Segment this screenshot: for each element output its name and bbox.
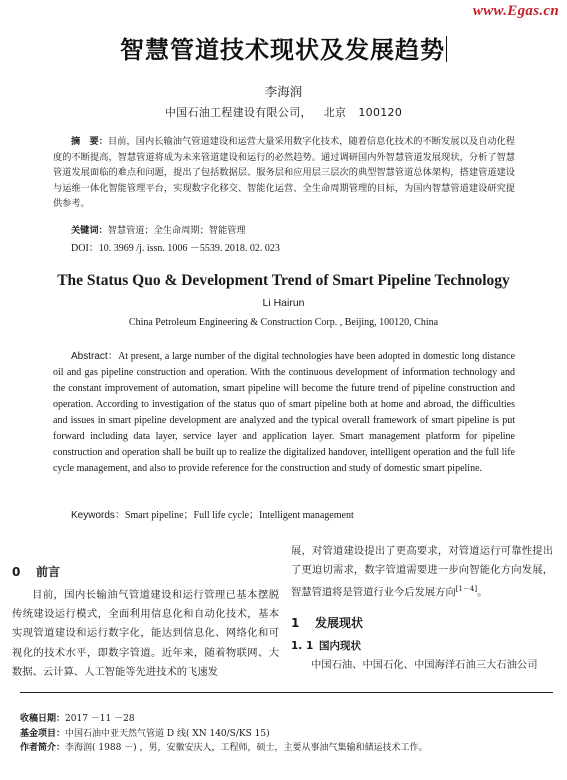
intro-paragraph-continued: 展，对管道建设提出了更高要求，对管道运行可靠性提出了更迫切需求，数字管道需要进一步向智能化方向发展，智慧管道将是管道行业今后发展方向[1－4]。 — [291, 545, 553, 599]
footnote-divider — [20, 692, 553, 693]
english-abstract-text: At present, a large number of the digital technologies have been adopted in domestic long distance oil and gas pipeline construction and operation. With the continuous development of information technology and the constant improvement of automation, smart pipeline will become the future trend of pipeline construction and operation. According to investigation of the status quo of smart pipeline both at home and abroad, the difficulties and issues in smart pipeline development are analyzed and the typical overall framework of smart pipeline is put forward including data layer, service layer and application layer. Smart management platform for pipeline construction and operation shall be built up to realize the digitalized handover, intelligent operation and the full life cycle management, and also to provide reference for the construction and study of domestic smart pipeline. — [53, 351, 516, 474]
chinese-author: 李海润 — [264, 84, 303, 99]
affiliation-postcode: 100120 — [358, 106, 403, 119]
section-heading-1: 1 发展现状 — [291, 616, 364, 631]
citation-ref: [1－4] — [455, 585, 478, 594]
watermark: www.Egas.cn — [472, 3, 559, 19]
english-title: The Status Quo & Development Trend of Smart Pipeline Technology — [57, 272, 510, 289]
domestic-paragraph: 中国石油、中国石化、中国海洋石油三大石油公司 — [311, 659, 538, 672]
body-column-left — [12, 562, 279, 682]
footnotes — [20, 712, 553, 756]
section-heading-0: 0 前言 — [12, 565, 61, 579]
chinese-title — [0, 30, 567, 65]
chinese-keywords-label: 关键词： — [71, 225, 108, 236]
chinese-affiliation — [0, 104, 567, 120]
affiliation-city: 北京 — [323, 106, 347, 119]
english-keywords-label: Keywords： — [71, 510, 125, 521]
affiliation-org: 中国石油工程建设有限公司， — [164, 106, 312, 119]
body-column-right — [291, 542, 553, 675]
received-date: 收稿日期：2017 －11 －28 — [20, 714, 135, 724]
doi: DOI：10. 3969 /j. issn. 1006 －5539. 2018. 02. 023 — [71, 243, 280, 254]
intro-paragraph: 目前，国内长输油气管道建设和运行管理已基本摆脱传统建设运行模式，全面利用信息化和自动化技术，基本实现管道建设和运行数字化，能达到信息化、网络化和可视化的技术水平，即数字管道。近年来，随着物联网、大数据、云计算、人工智能等先进技术的飞速发 — [12, 589, 279, 678]
english-abstract-label: Abstract： — [71, 351, 119, 362]
english-keywords-text: Smart pipeline；Full life cycle；Intelligent management — [124, 510, 354, 521]
english-abstract — [53, 349, 515, 477]
chinese-abstract-text: 目前，国内长输油气管道建设和运营大量采用数字化技术，随着信息化技术的不断发展以及自动化程度的不断提高，智慧管道将成为未来管道建设和运行的必然趋势。通过调研国内外智慧管道发展现状，分析了智慧管道发展面临的难点和问题，提出了包括数据层、服务层和应用层三层次的典型智慧管道总体架构，搭建管道建设与运维一体化智能管理平台，实现数字化移交、智能化运营、全生命周期管理的目标，为国内智慧管道建设研究提供参考。 — [53, 136, 516, 210]
fund-project: 基金项目：中国石油中亚天然气管道 D 线( XN 140/S/KS 15) — [20, 728, 270, 739]
chinese-abstract — [53, 134, 515, 212]
author-bio: 作者简介：李海润( 1988 －) ，男，安徽安庆人，工程师，硕士，主要从事油气集输和储运技术工作。 — [20, 743, 428, 753]
english-affiliation: China Petroleum Engineering & Construction Corp. , Beijing, 100120, China — [128, 317, 439, 328]
english-author: Li Hairun — [262, 297, 305, 309]
chinese-title-text: 智慧管道技术现状及发展趋势 — [120, 36, 445, 64]
chinese-keywords — [71, 222, 511, 236]
text-cursor — [446, 36, 447, 62]
english-keywords — [71, 506, 511, 521]
subsection-heading-1-1: 1. 1 国内现状 — [291, 640, 361, 653]
chinese-abstract-label: 摘 要： — [71, 136, 109, 147]
chinese-keywords-text: 智慧管道；全生命周期；智能管理 — [107, 225, 246, 236]
